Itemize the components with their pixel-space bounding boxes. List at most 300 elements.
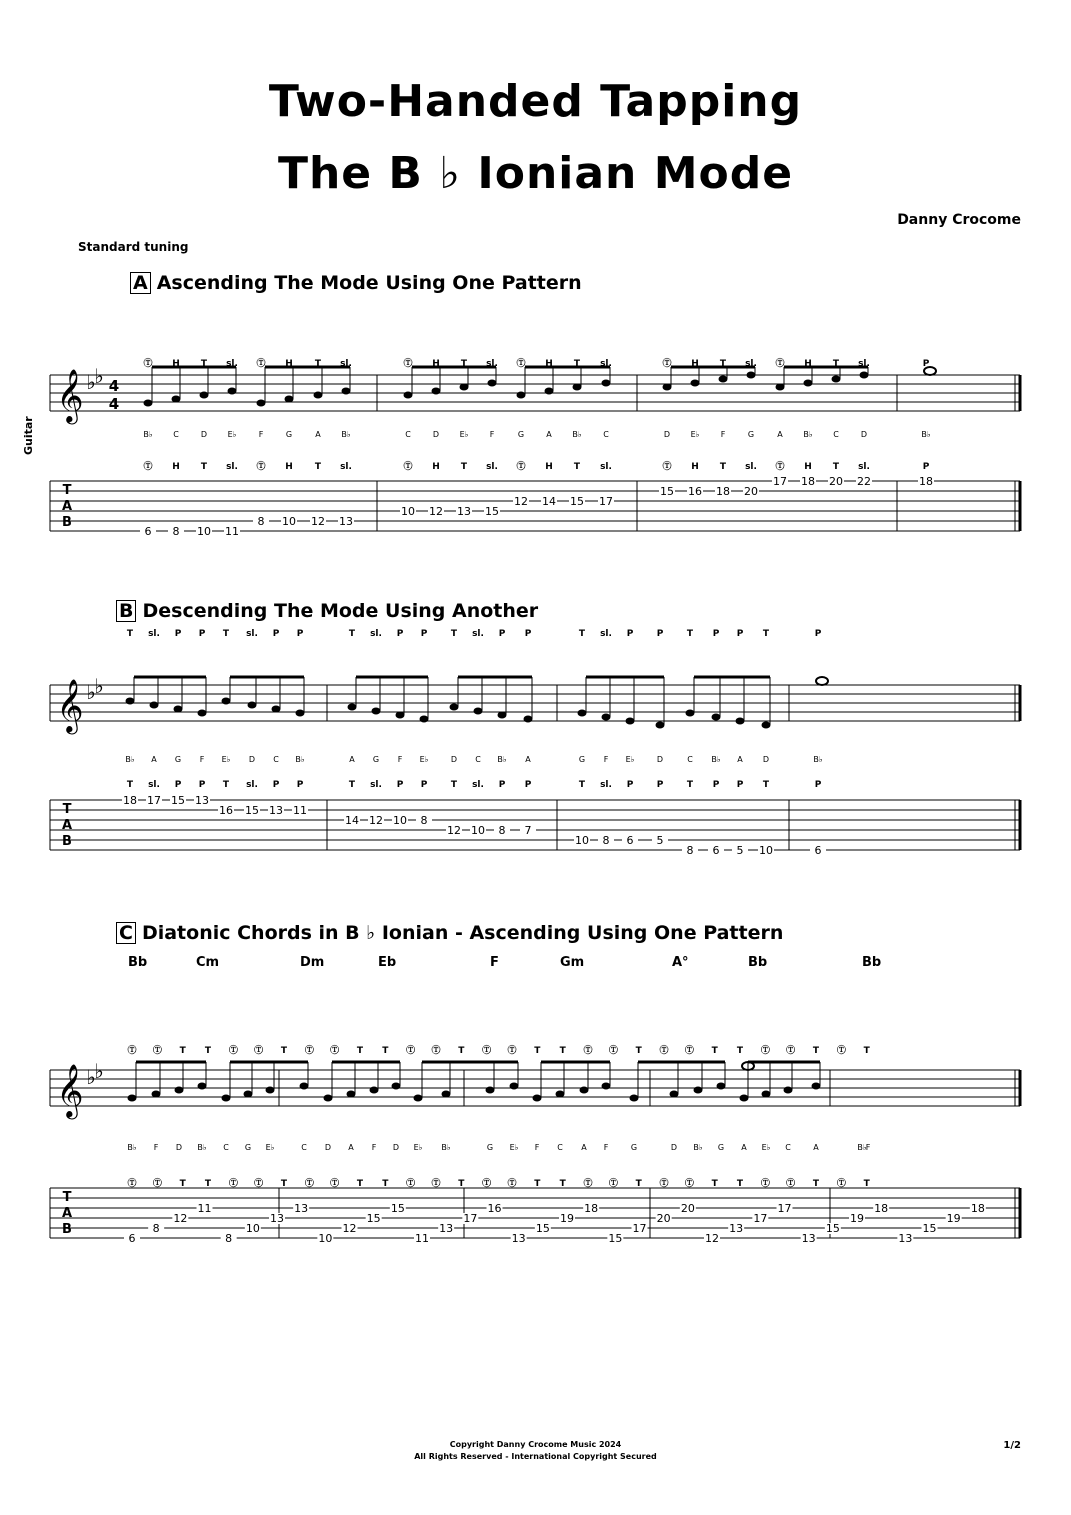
- time-signature-bottom: 4: [108, 395, 120, 413]
- key-signature-flat-icon: ♭: [86, 1065, 96, 1089]
- technique-mark: T: [534, 1179, 541, 1189]
- section-b-text: Descending The Mode Using Another: [142, 600, 539, 622]
- tab-clef-t: T: [62, 802, 72, 817]
- notehead: [630, 1095, 639, 1102]
- technique-mark: Ⓣ: [304, 1179, 314, 1189]
- note-name: C: [405, 430, 411, 439]
- chord-symbol: Cm: [196, 955, 220, 970]
- technique-mark: Ⓣ: [662, 462, 672, 472]
- notehead: [414, 1095, 423, 1102]
- notehead: [510, 1083, 519, 1090]
- note-name: E♭: [419, 755, 429, 764]
- note-name: F: [199, 755, 205, 764]
- notehead: [266, 1087, 275, 1094]
- note-name: C: [301, 1143, 307, 1152]
- fret-number: 10: [282, 515, 296, 528]
- technique-mark: Ⓣ: [507, 1179, 517, 1189]
- technique-mark: Ⓣ: [760, 1046, 770, 1056]
- fret-number: 8: [420, 814, 428, 827]
- technique-mark: sl.: [226, 359, 238, 369]
- treble-clef-icon: 𝄞: [56, 1063, 84, 1117]
- fret-number: 12: [705, 1232, 719, 1245]
- fret-number: 8: [602, 834, 610, 847]
- note-name: C: [785, 1143, 791, 1152]
- note-name: D: [656, 755, 664, 764]
- technique-mark: T: [356, 1179, 364, 1189]
- notehead: [420, 716, 429, 723]
- notehead: [686, 710, 695, 717]
- note-name: C: [273, 755, 279, 764]
- note-name: F: [258, 430, 264, 439]
- tab-clef-t: T: [62, 483, 72, 498]
- technique-mark: Ⓣ: [760, 1179, 770, 1189]
- fret-number: 10: [471, 824, 485, 837]
- notehead: [488, 380, 497, 387]
- technique-mark: T: [719, 359, 727, 369]
- notehead: [602, 714, 611, 721]
- tab-clef-b: B: [62, 515, 72, 530]
- note-name: E♭: [690, 430, 700, 439]
- technique-mark: Ⓣ: [684, 1046, 694, 1056]
- technique-mark: Ⓣ: [786, 1179, 796, 1189]
- notehead: [300, 1083, 309, 1090]
- notehead: [198, 710, 207, 717]
- technique-mark: Ⓣ: [228, 1179, 238, 1189]
- fret-number: 15: [825, 1222, 840, 1235]
- technique-mark: T: [460, 462, 468, 472]
- key-signature-flat-icon: ♭: [94, 1059, 104, 1083]
- notehead: [150, 702, 159, 709]
- copyright-line: Copyright Danny Crocome Music 2024: [449, 1440, 622, 1449]
- note-name: D: [663, 430, 671, 439]
- technique-mark: P: [814, 780, 822, 790]
- technique-mark: P: [626, 780, 634, 790]
- technique-mark: P: [198, 629, 206, 639]
- chord-symbol: Gm: [560, 955, 585, 970]
- note-name: C: [603, 430, 609, 439]
- technique-mark: sl.: [472, 629, 484, 639]
- technique-mark: sl.: [472, 780, 484, 790]
- key-signature-flat-icon: ♭: [94, 674, 104, 698]
- technique-mark: sl.: [486, 462, 498, 472]
- notehead: [244, 1091, 253, 1098]
- technique-mark: P: [736, 780, 744, 790]
- technique-mark: T: [534, 1046, 541, 1056]
- note-name: F: [397, 755, 403, 764]
- note-name: E♭: [625, 755, 635, 764]
- technique-mark: T: [719, 462, 727, 472]
- technique-mark: T: [460, 359, 468, 369]
- note-name: B♭: [813, 755, 823, 764]
- note-name: B♭: [341, 430, 351, 439]
- fret-number: 12: [311, 515, 325, 528]
- notehead: [804, 380, 813, 387]
- technique-mark: T: [863, 1179, 870, 1189]
- technique-mark: Ⓣ: [608, 1046, 618, 1056]
- notehead: [832, 376, 841, 383]
- technique-mark: Ⓣ: [304, 1046, 314, 1056]
- technique-mark: T: [382, 1179, 389, 1189]
- fret-number: 10: [393, 814, 407, 827]
- technique-mark: T: [356, 1046, 364, 1056]
- technique-mark: T: [280, 1179, 288, 1189]
- technique-mark: T: [812, 1179, 820, 1189]
- note-name: A: [151, 755, 157, 764]
- technique-mark: T: [863, 1046, 870, 1056]
- notehead: [396, 712, 405, 719]
- note-name: B♭: [857, 1143, 867, 1152]
- notehead: [670, 1091, 679, 1098]
- notehead: [442, 1091, 451, 1098]
- technique-mark: H: [285, 462, 293, 472]
- technique-mark: Ⓣ: [431, 1179, 441, 1189]
- note-name: C: [223, 1143, 229, 1152]
- chord-symbol: Eb: [378, 955, 397, 970]
- fret-number: 8: [225, 1232, 233, 1245]
- notehead: [776, 384, 785, 391]
- technique-mark: H: [691, 462, 699, 472]
- technique-mark: T: [450, 780, 458, 790]
- fret-number: 16: [219, 804, 233, 817]
- whole-note: [816, 677, 828, 685]
- fret-number: 17: [773, 475, 787, 488]
- technique-mark: P: [712, 780, 720, 790]
- note-name: C: [173, 430, 179, 439]
- technique-mark: T: [204, 1179, 212, 1189]
- technique-mark: T: [179, 1046, 186, 1056]
- technique-mark: Ⓣ: [406, 1179, 416, 1189]
- fret-number: 19: [850, 1212, 864, 1225]
- technique-mark: Ⓣ: [775, 359, 785, 369]
- fret-number: 12: [514, 495, 528, 508]
- note-name: D: [860, 430, 868, 439]
- technique-mark: sl.: [226, 462, 238, 472]
- technique-mark: P: [198, 780, 206, 790]
- technique-mark: H: [545, 359, 553, 369]
- technique-mark: T: [832, 359, 840, 369]
- fret-number: 17: [599, 495, 613, 508]
- tab-clef-b: B: [62, 1222, 72, 1237]
- fret-number: 14: [345, 814, 359, 827]
- notehead: [222, 1095, 231, 1102]
- note-name: G: [747, 430, 755, 439]
- fret-number: 13: [339, 515, 353, 528]
- technique-mark: T: [222, 629, 230, 639]
- chord-symbol: Bb: [748, 955, 768, 970]
- fret-number: 15: [660, 485, 674, 498]
- notehead: [126, 698, 135, 705]
- technique-mark: T: [126, 629, 134, 639]
- note-name: B♭: [125, 755, 135, 764]
- technique-mark: Ⓣ: [431, 1046, 441, 1056]
- fret-number: 16: [487, 1202, 502, 1215]
- fret-number: 15: [570, 495, 584, 508]
- technique-mark: H: [691, 359, 699, 369]
- technique-mark: T: [348, 629, 356, 639]
- note-name: C: [557, 1143, 563, 1152]
- notehead: [175, 1087, 184, 1094]
- fret-number: 5: [656, 834, 664, 847]
- notehead: [198, 1083, 207, 1090]
- notehead: [152, 1091, 161, 1098]
- technique-mark: T: [711, 1179, 718, 1189]
- technique-mark: T: [559, 1179, 566, 1189]
- note-name: G: [174, 755, 182, 764]
- technique-mark: T: [686, 629, 694, 639]
- fret-number: 8: [172, 525, 180, 538]
- technique-mark: H: [545, 462, 553, 472]
- technique-mark: P: [174, 780, 182, 790]
- notehead: [474, 708, 483, 715]
- time-signature-top: 4: [108, 377, 120, 395]
- note-name: A: [546, 430, 552, 439]
- fret-number: 13: [729, 1222, 744, 1235]
- fret-number: 10: [197, 525, 211, 538]
- notehead: [257, 400, 266, 407]
- technique-mark: P: [498, 780, 506, 790]
- technique-mark: T: [458, 1046, 465, 1056]
- technique-mark: Ⓣ: [256, 359, 266, 369]
- technique-mark: P: [174, 629, 182, 639]
- notehead: [370, 1087, 379, 1094]
- technique-mark: T: [222, 780, 230, 790]
- fret-number: 17: [753, 1212, 768, 1225]
- note-name: A: [348, 1143, 354, 1152]
- notehead: [740, 1095, 749, 1102]
- fret-number: 10: [401, 505, 415, 518]
- technique-mark: sl.: [246, 780, 258, 790]
- notehead: [663, 384, 672, 391]
- technique-mark: sl.: [745, 462, 757, 472]
- technique-mark: H: [432, 359, 440, 369]
- technique-mark: H: [432, 462, 440, 472]
- fret-number: 17: [777, 1202, 792, 1215]
- chord-symbol: Bb: [128, 955, 148, 970]
- note-name: B♭: [711, 755, 721, 764]
- note-name: B♭: [441, 1143, 451, 1152]
- note-name: D: [670, 1143, 678, 1152]
- fret-number: 13: [457, 505, 471, 518]
- technique-mark: T: [559, 1046, 566, 1056]
- tab-clef-a: A: [61, 818, 73, 833]
- technique-mark: H: [804, 462, 812, 472]
- technique-mark: T: [578, 780, 586, 790]
- technique-mark: Ⓣ: [836, 1179, 846, 1189]
- technique-mark: Ⓣ: [482, 1179, 492, 1189]
- notehead: [348, 704, 357, 711]
- technique-mark: T: [314, 462, 322, 472]
- note-name: E♭: [413, 1143, 423, 1152]
- section-c-text: Diatonic Chords in B ♭ Ionian - Ascending Using One Pattern: [141, 922, 784, 944]
- technique-mark: sl.: [148, 629, 160, 639]
- composer: Danny Crocome: [897, 212, 1021, 228]
- fret-number: 8: [686, 844, 694, 857]
- notehead: [860, 372, 869, 379]
- notehead: [404, 392, 413, 399]
- technique-mark: T: [573, 462, 581, 472]
- note-name: B♭: [295, 755, 305, 764]
- notehead: [324, 1095, 333, 1102]
- note-name: B♭: [572, 430, 582, 439]
- technique-mark: Ⓣ: [583, 1046, 593, 1056]
- fret-number: 6: [814, 844, 822, 857]
- key-signature-flat-icon: ♭: [94, 364, 104, 388]
- fret-number: 17: [147, 794, 161, 807]
- chord-symbol: Dm: [300, 955, 325, 970]
- note-name: D: [432, 430, 440, 439]
- fret-number: 17: [463, 1212, 478, 1225]
- technique-mark: sl.: [246, 629, 258, 639]
- technique-mark: Ⓣ: [608, 1179, 618, 1189]
- notehead: [285, 396, 294, 403]
- note-name: G: [372, 755, 380, 764]
- rehearsal-mark-b: B: [116, 600, 136, 622]
- fret-number: 18: [584, 1202, 599, 1215]
- notehead: [602, 1083, 611, 1090]
- fret-number: 8: [257, 515, 265, 528]
- title-line-2: The B ♭ Ionian Mode: [277, 148, 794, 199]
- technique-mark: P: [524, 629, 532, 639]
- technique-mark: P: [296, 780, 304, 790]
- note-name: F: [603, 755, 609, 764]
- technique-mark: P: [814, 629, 822, 639]
- fret-number: 10: [759, 844, 773, 857]
- technique-mark: T: [635, 1046, 642, 1056]
- notehead: [392, 1083, 401, 1090]
- technique-mark: T: [762, 780, 770, 790]
- technique-mark: P: [498, 629, 506, 639]
- rehearsal-mark-c: C: [116, 922, 136, 944]
- treble-clef-icon: 𝄞: [56, 368, 84, 422]
- note-name: B♭: [921, 430, 931, 439]
- notehead: [812, 1083, 821, 1090]
- notehead: [578, 710, 587, 717]
- technique-mark: sl.: [340, 359, 352, 369]
- fret-number: 15: [171, 794, 185, 807]
- note-name: F: [865, 1143, 871, 1152]
- treble-clef-icon: 𝄞: [56, 678, 84, 732]
- technique-mark: P: [656, 780, 664, 790]
- technique-mark: sl.: [745, 359, 757, 369]
- note-name: G: [486, 1143, 494, 1152]
- notehead: [719, 376, 728, 383]
- notehead: [717, 1083, 726, 1090]
- notehead: [762, 722, 771, 729]
- notehead: [602, 380, 611, 387]
- fret-number: 22: [857, 475, 871, 488]
- technique-mark: T: [573, 359, 581, 369]
- fret-number: 13: [270, 1212, 284, 1225]
- fret-number: 13: [511, 1232, 526, 1245]
- fret-number: 15: [366, 1212, 381, 1225]
- notehead: [272, 706, 281, 713]
- instrument-label: Guitar: [22, 416, 35, 455]
- technique-mark: P: [396, 780, 404, 790]
- technique-mark: Ⓣ: [228, 1046, 238, 1056]
- note-name: E♭: [265, 1143, 275, 1152]
- technique-mark: Ⓣ: [507, 1046, 517, 1056]
- technique-mark: sl.: [858, 462, 870, 472]
- note-name: E♭: [227, 430, 237, 439]
- fret-number: 18: [716, 485, 730, 498]
- technique-mark: Ⓣ: [516, 462, 526, 472]
- fret-number: 12: [369, 814, 383, 827]
- tab-clef-t: T: [62, 1190, 72, 1205]
- fret-number: 12: [447, 824, 461, 837]
- key-signature-flat-icon: ♭: [86, 370, 96, 394]
- note-name: G: [717, 1143, 725, 1152]
- fret-number: 15: [245, 804, 259, 817]
- fret-number: 17: [632, 1222, 647, 1235]
- fret-number: 15: [535, 1222, 550, 1235]
- notehead: [573, 384, 582, 391]
- note-name: C: [475, 755, 481, 764]
- note-name: F: [603, 1143, 609, 1152]
- notehead: [450, 704, 459, 711]
- technique-mark: Ⓣ: [403, 359, 413, 369]
- technique-mark: P: [712, 629, 720, 639]
- fret-number: 6: [144, 525, 152, 538]
- technique-mark: T: [200, 462, 208, 472]
- notehead: [372, 708, 381, 715]
- note-name: E♭: [459, 430, 469, 439]
- note-name: E♭: [761, 1143, 771, 1152]
- tuning-label: Standard tuning: [78, 240, 189, 254]
- note-name: E♭: [221, 755, 231, 764]
- fret-number: 6: [128, 1232, 136, 1245]
- tab-clef-a: A: [61, 1206, 73, 1221]
- notehead: [460, 384, 469, 391]
- fret-number: 10: [318, 1232, 333, 1245]
- technique-mark: Ⓣ: [143, 462, 153, 472]
- fret-number: 13: [801, 1232, 816, 1245]
- notehead: [736, 718, 745, 725]
- technique-mark: H: [172, 359, 180, 369]
- notehead: [694, 1087, 703, 1094]
- technique-mark: T: [450, 629, 458, 639]
- notehead: [222, 698, 231, 705]
- note-name: F: [534, 1143, 540, 1152]
- note-name: D: [175, 1143, 183, 1152]
- notehead: [656, 722, 665, 729]
- tab-clef-a: A: [61, 499, 73, 514]
- notehead: [200, 392, 209, 399]
- notehead: [712, 714, 721, 721]
- fret-number: 20: [744, 485, 758, 498]
- fret-number: 6: [626, 834, 634, 847]
- fret-number: 16: [688, 485, 702, 498]
- notehead: [314, 392, 323, 399]
- fret-number: 18: [801, 475, 815, 488]
- note-name: F: [153, 1143, 159, 1152]
- note-name: D: [248, 755, 256, 764]
- technique-mark: P: [922, 462, 930, 472]
- notehead: [747, 372, 756, 379]
- note-name: A: [813, 1143, 819, 1152]
- fret-number: 18: [874, 1202, 889, 1215]
- note-name: A: [315, 430, 321, 439]
- technique-mark: T: [179, 1179, 186, 1189]
- technique-mark: sl.: [600, 462, 612, 472]
- fret-number: 15: [485, 505, 499, 518]
- fret-number: 12: [173, 1212, 188, 1225]
- notehead: [626, 718, 635, 725]
- technique-mark: P: [524, 780, 532, 790]
- technique-mark: P: [922, 359, 930, 369]
- technique-mark: sl.: [600, 629, 612, 639]
- fret-number: 15: [390, 1202, 405, 1215]
- fret-number: 20: [656, 1212, 671, 1225]
